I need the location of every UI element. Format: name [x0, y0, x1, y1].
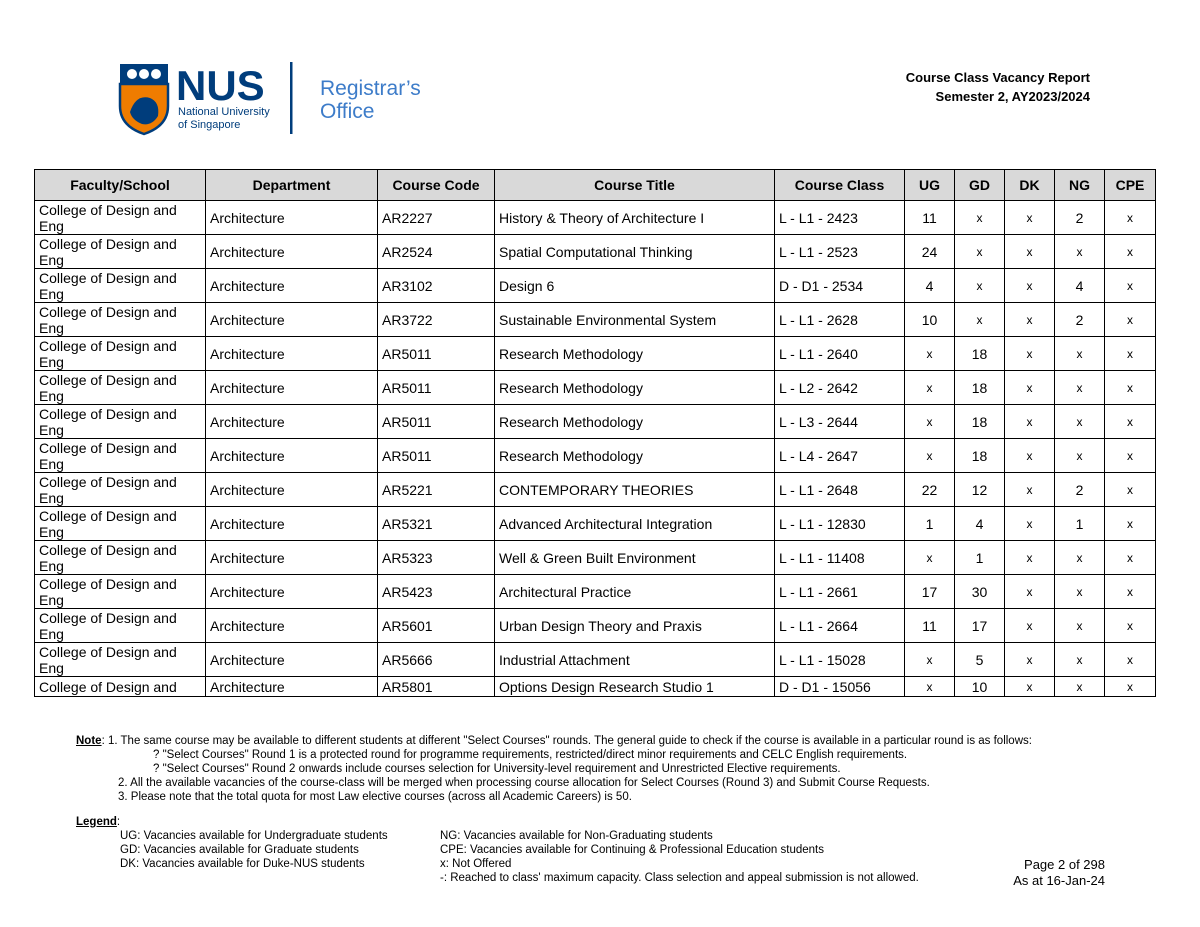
- course-class-cell: L - L3 - 2644: [775, 405, 905, 439]
- report-semester: Semester 2, AY2023/2024: [935, 89, 1090, 104]
- ug-cell: x: [905, 541, 955, 575]
- dk-cell: x: [1005, 337, 1055, 371]
- ug-cell: x: [905, 439, 955, 473]
- department-cell: Architecture: [206, 609, 378, 643]
- dk-cell: x: [1005, 303, 1055, 337]
- ng-cell: x: [1055, 371, 1105, 405]
- note-line: ? "Select Courses" Round 1 is a protected round for programme requirements, restricted/direct minor requirements and CELC English requirements.: [153, 749, 908, 761]
- notes-label: Note: [76, 735, 102, 747]
- course-class-cell: L - L1 - 2664: [775, 609, 905, 643]
- course-title-cell: Urban Design Theory and Praxis: [495, 609, 775, 643]
- course-class-cell: L - L1 - 12830: [775, 507, 905, 541]
- col-header: Faculty/School: [35, 170, 206, 201]
- faculty-cell: College of Design and Eng: [35, 473, 206, 507]
- ug-cell: 17: [905, 575, 955, 609]
- ug-cell: 4: [905, 269, 955, 303]
- course-class-cell: L - L1 - 2628: [775, 303, 905, 337]
- dk-cell: x: [1005, 235, 1055, 269]
- logo-acronym: NUS: [176, 62, 265, 109]
- ng-cell: 2: [1055, 303, 1105, 337]
- cpe-cell: x: [1105, 507, 1156, 541]
- cpe-cell: x: [1105, 575, 1156, 609]
- dk-cell: x: [1005, 541, 1055, 575]
- cpe-cell: x: [1105, 439, 1156, 473]
- col-header: GD: [955, 170, 1005, 201]
- department-cell: Architecture: [206, 201, 378, 235]
- course-class-cell: L - L2 - 2642: [775, 371, 905, 405]
- course-title-cell: Well & Green Built Environment: [495, 541, 775, 575]
- faculty-cell: College of Design and Eng: [35, 337, 206, 371]
- nus-registrar-logo: [118, 60, 448, 136]
- course-title-cell: Research Methodology: [495, 405, 775, 439]
- ng-cell: x: [1055, 575, 1105, 609]
- dk-cell: x: [1005, 371, 1055, 405]
- ng-cell: x: [1055, 643, 1105, 677]
- ng-cell: x: [1055, 337, 1105, 371]
- table-row: [35, 371, 1156, 405]
- course-title-cell: Industrial Attachment: [495, 643, 775, 677]
- gd-cell: 12: [955, 473, 1005, 507]
- cpe-cell: x: [1105, 235, 1156, 269]
- ug-cell: 10: [905, 303, 955, 337]
- faculty-cell: College of Design and Eng: [35, 439, 206, 473]
- course-code-cell: AR5321: [378, 507, 495, 541]
- faculty-cell: College of Design and Eng: [35, 235, 206, 269]
- legend-label: Legend: [76, 816, 117, 828]
- dk-cell: x: [1005, 269, 1055, 303]
- department-cell: Architecture: [206, 439, 378, 473]
- table-row: [35, 575, 1156, 609]
- legend-item: UG: Vacancies available for Undergraduate students: [120, 830, 388, 842]
- department-cell: Architecture: [206, 303, 378, 337]
- legend-section: Legend: UG: Vacancies available for Undergraduate students NG: Vacancies available for Non-Graduating students GD: Vacancies available for Graduate students CPE: Vacancies available for Continuing & Professional Education students DK: Vacancies available for Duke-NUS students x: Not Offered -: Reached to class' maximum capacity. Class selection and appeal submission is not allowed.: [76, 815, 976, 885]
- dk-cell: x: [1005, 677, 1055, 697]
- course-class-cell: D - D1 - 15056: [775, 677, 905, 697]
- faculty-cell: College of Design and Eng: [35, 643, 206, 677]
- dk-cell: x: [1005, 507, 1055, 541]
- ug-cell: 24: [905, 235, 955, 269]
- ng-cell: x: [1055, 405, 1105, 439]
- faculty-cell: College of Design and Eng: [35, 371, 206, 405]
- col-header: Course Class: [775, 170, 905, 201]
- gd-cell: x: [955, 201, 1005, 235]
- course-title-cell: Design 6: [495, 269, 775, 303]
- ug-cell: x: [905, 337, 955, 371]
- faculty-cell: College of Design and: [35, 677, 206, 697]
- dk-cell: x: [1005, 643, 1055, 677]
- gd-cell: 1: [955, 541, 1005, 575]
- legend-item: x: Not Offered: [440, 858, 512, 870]
- faculty-cell: College of Design and Eng: [35, 303, 206, 337]
- col-header: Course Title: [495, 170, 775, 201]
- dk-cell: x: [1005, 439, 1055, 473]
- table-row: [35, 609, 1156, 643]
- ng-cell: 2: [1055, 201, 1105, 235]
- ug-cell: x: [905, 371, 955, 405]
- cpe-cell: x: [1105, 677, 1156, 697]
- legend-item: NG: Vacancies available for Non-Graduating students: [440, 830, 713, 842]
- course-title-cell: Architectural Practice: [495, 575, 775, 609]
- course-code-cell: AR5011: [378, 405, 495, 439]
- gd-cell: 30: [955, 575, 1005, 609]
- course-code-cell: AR5801: [378, 677, 495, 697]
- cpe-cell: x: [1105, 201, 1156, 235]
- legend-item: DK: Vacancies available for Duke-NUS students: [120, 858, 365, 870]
- table-row: [35, 337, 1156, 371]
- gd-cell: 18: [955, 371, 1005, 405]
- department-cell: Architecture: [206, 371, 378, 405]
- ng-cell: x: [1055, 677, 1105, 697]
- cpe-cell: x: [1105, 541, 1156, 575]
- cpe-cell: x: [1105, 303, 1156, 337]
- course-class-cell: L - L4 - 2647: [775, 439, 905, 473]
- faculty-cell: College of Design and Eng: [35, 609, 206, 643]
- table-row: [35, 473, 1156, 507]
- logo-university-line2: of Singapore: [178, 119, 241, 131]
- page-info: [1013, 857, 1105, 889]
- col-header: NG: [1055, 170, 1105, 201]
- cpe-cell: x: [1105, 371, 1156, 405]
- as-at-date: As at 16-Jan-24: [1013, 873, 1105, 888]
- notes-section: [76, 734, 1136, 804]
- logo-office-line1: Registrar’s: [320, 77, 421, 100]
- col-header: CPE: [1105, 170, 1156, 201]
- legend-item: CPE: Vacancies available for Continuing & Professional Education students: [440, 844, 824, 856]
- gd-cell: 18: [955, 337, 1005, 371]
- gd-cell: x: [955, 303, 1005, 337]
- course-code-cell: AR3722: [378, 303, 495, 337]
- department-cell: Architecture: [206, 235, 378, 269]
- course-class-cell: D - D1 - 2534: [775, 269, 905, 303]
- ng-cell: 1: [1055, 507, 1105, 541]
- department-cell: Architecture: [206, 541, 378, 575]
- course-code-cell: AR5011: [378, 439, 495, 473]
- gd-cell: x: [955, 269, 1005, 303]
- course-title-cell: CONTEMPORARY THEORIES: [495, 473, 775, 507]
- course-code-cell: AR5666: [378, 643, 495, 677]
- faculty-cell: College of Design and Eng: [35, 269, 206, 303]
- department-cell: Architecture: [206, 405, 378, 439]
- course-code-cell: AR5601: [378, 609, 495, 643]
- ug-cell: 22: [905, 473, 955, 507]
- table-row: [35, 269, 1156, 303]
- col-header: UG: [905, 170, 955, 201]
- note-line: 2. All the available vacancies of the course-class will be merged when processing course allocation for Select Courses (Round 3) and Submit Course Requests.: [118, 777, 930, 789]
- col-header: DK: [1005, 170, 1055, 201]
- cpe-cell: x: [1105, 337, 1156, 371]
- col-header: Department: [206, 170, 378, 201]
- course-title-cell: Research Methodology: [495, 337, 775, 371]
- course-code-cell: AR5423: [378, 575, 495, 609]
- ug-cell: x: [905, 677, 955, 697]
- department-cell: Architecture: [206, 575, 378, 609]
- table-row: [35, 303, 1156, 337]
- dk-cell: x: [1005, 201, 1055, 235]
- ug-cell: 1: [905, 507, 955, 541]
- cpe-cell: x: [1105, 473, 1156, 507]
- course-code-cell: AR3102: [378, 269, 495, 303]
- table-row: [35, 677, 1156, 697]
- gd-cell: 18: [955, 405, 1005, 439]
- ug-cell: x: [905, 405, 955, 439]
- dk-cell: x: [1005, 405, 1055, 439]
- course-title-cell: Spatial Computational Thinking: [495, 235, 775, 269]
- cpe-cell: x: [1105, 609, 1156, 643]
- ug-cell: 11: [905, 201, 955, 235]
- ng-cell: x: [1055, 609, 1105, 643]
- table-row: [35, 439, 1156, 473]
- table-row: [35, 405, 1156, 439]
- faculty-cell: College of Design and Eng: [35, 405, 206, 439]
- ng-cell: x: [1055, 235, 1105, 269]
- course-title-cell: Advanced Architectural Integration: [495, 507, 775, 541]
- course-code-cell: AR5221: [378, 473, 495, 507]
- course-title-cell: Options Design Research Studio 1: [495, 677, 775, 697]
- course-code-cell: AR2524: [378, 235, 495, 269]
- course-title-cell: Research Methodology: [495, 439, 775, 473]
- vacancy-table: [34, 169, 1156, 697]
- note-line: ? "Select Courses" Round 2 onwards include courses selection for University-level requirement and Unrestricted Elective requirements.: [153, 763, 841, 775]
- cpe-cell: x: [1105, 269, 1156, 303]
- dk-cell: x: [1005, 473, 1055, 507]
- table-row: [35, 235, 1156, 269]
- faculty-cell: College of Design and Eng: [35, 575, 206, 609]
- course-code-cell: AR5011: [378, 337, 495, 371]
- department-cell: Architecture: [206, 473, 378, 507]
- ng-cell: 4: [1055, 269, 1105, 303]
- ng-cell: x: [1055, 541, 1105, 575]
- cpe-cell: x: [1105, 643, 1156, 677]
- page-number: Page 2 of 298: [1024, 857, 1105, 872]
- faculty-cell: College of Design and Eng: [35, 541, 206, 575]
- course-code-cell: AR5323: [378, 541, 495, 575]
- course-code-cell: AR2227: [378, 201, 495, 235]
- course-title-cell: Research Methodology: [495, 371, 775, 405]
- report-title: Course Class Vacancy Report: [905, 70, 1090, 85]
- report-title-block: [906, 68, 1090, 106]
- course-class-cell: L - L1 - 2523: [775, 235, 905, 269]
- course-title-cell: Sustainable Environmental System: [495, 303, 775, 337]
- note-line: : 1. The same course may be available to different students at different "Select Courses" rounds. The general guide to check if the course is available in a particular round is as follows:: [101, 735, 1032, 747]
- faculty-cell: College of Design and Eng: [35, 201, 206, 235]
- ng-cell: x: [1055, 439, 1105, 473]
- table-header-row: [35, 170, 1156, 201]
- course-class-cell: L - L1 - 15028: [775, 643, 905, 677]
- nus-crest-icon: [120, 64, 168, 134]
- department-cell: Architecture: [206, 269, 378, 303]
- logo-university-line1: National University: [178, 106, 270, 118]
- cpe-cell: x: [1105, 405, 1156, 439]
- department-cell: Architecture: [206, 677, 378, 697]
- gd-cell: 17: [955, 609, 1005, 643]
- table-row: [35, 201, 1156, 235]
- col-header: Course Code: [378, 170, 495, 201]
- dk-cell: x: [1005, 609, 1055, 643]
- gd-cell: 10: [955, 677, 1005, 697]
- logo-office-line2: Office: [320, 100, 375, 123]
- table-row: [35, 507, 1156, 541]
- note-line: 3. Please note that the total quota for most Law elective courses (across all Academic Careers) is 50.: [118, 791, 632, 803]
- course-class-cell: L - L1 - 11408: [775, 541, 905, 575]
- course-title-cell: History & Theory of Architecture I: [495, 201, 775, 235]
- department-cell: Architecture: [206, 643, 378, 677]
- ug-cell: 11: [905, 609, 955, 643]
- faculty-cell: College of Design and Eng: [35, 507, 206, 541]
- gd-cell: x: [955, 235, 1005, 269]
- table-row: [35, 541, 1156, 575]
- table-row: [35, 643, 1156, 677]
- ug-cell: x: [905, 643, 955, 677]
- department-cell: Architecture: [206, 507, 378, 541]
- course-code-cell: AR5011: [378, 371, 495, 405]
- course-class-cell: L - L1 - 2423: [775, 201, 905, 235]
- ng-cell: 2: [1055, 473, 1105, 507]
- department-cell: Architecture: [206, 337, 378, 371]
- course-class-cell: L - L1 - 2640: [775, 337, 905, 371]
- gd-cell: 5: [955, 643, 1005, 677]
- course-class-cell: L - L1 - 2648: [775, 473, 905, 507]
- course-class-cell: L - L1 - 2661: [775, 575, 905, 609]
- gd-cell: 4: [955, 507, 1005, 541]
- dk-cell: x: [1005, 575, 1055, 609]
- legend-item: GD: Vacancies available for Graduate students: [120, 844, 359, 856]
- logo-divider: [290, 62, 293, 134]
- legend-item: -: Reached to class' maximum capacity. Class selection and appeal submission is not allowed.: [440, 872, 919, 884]
- gd-cell: 18: [955, 439, 1005, 473]
